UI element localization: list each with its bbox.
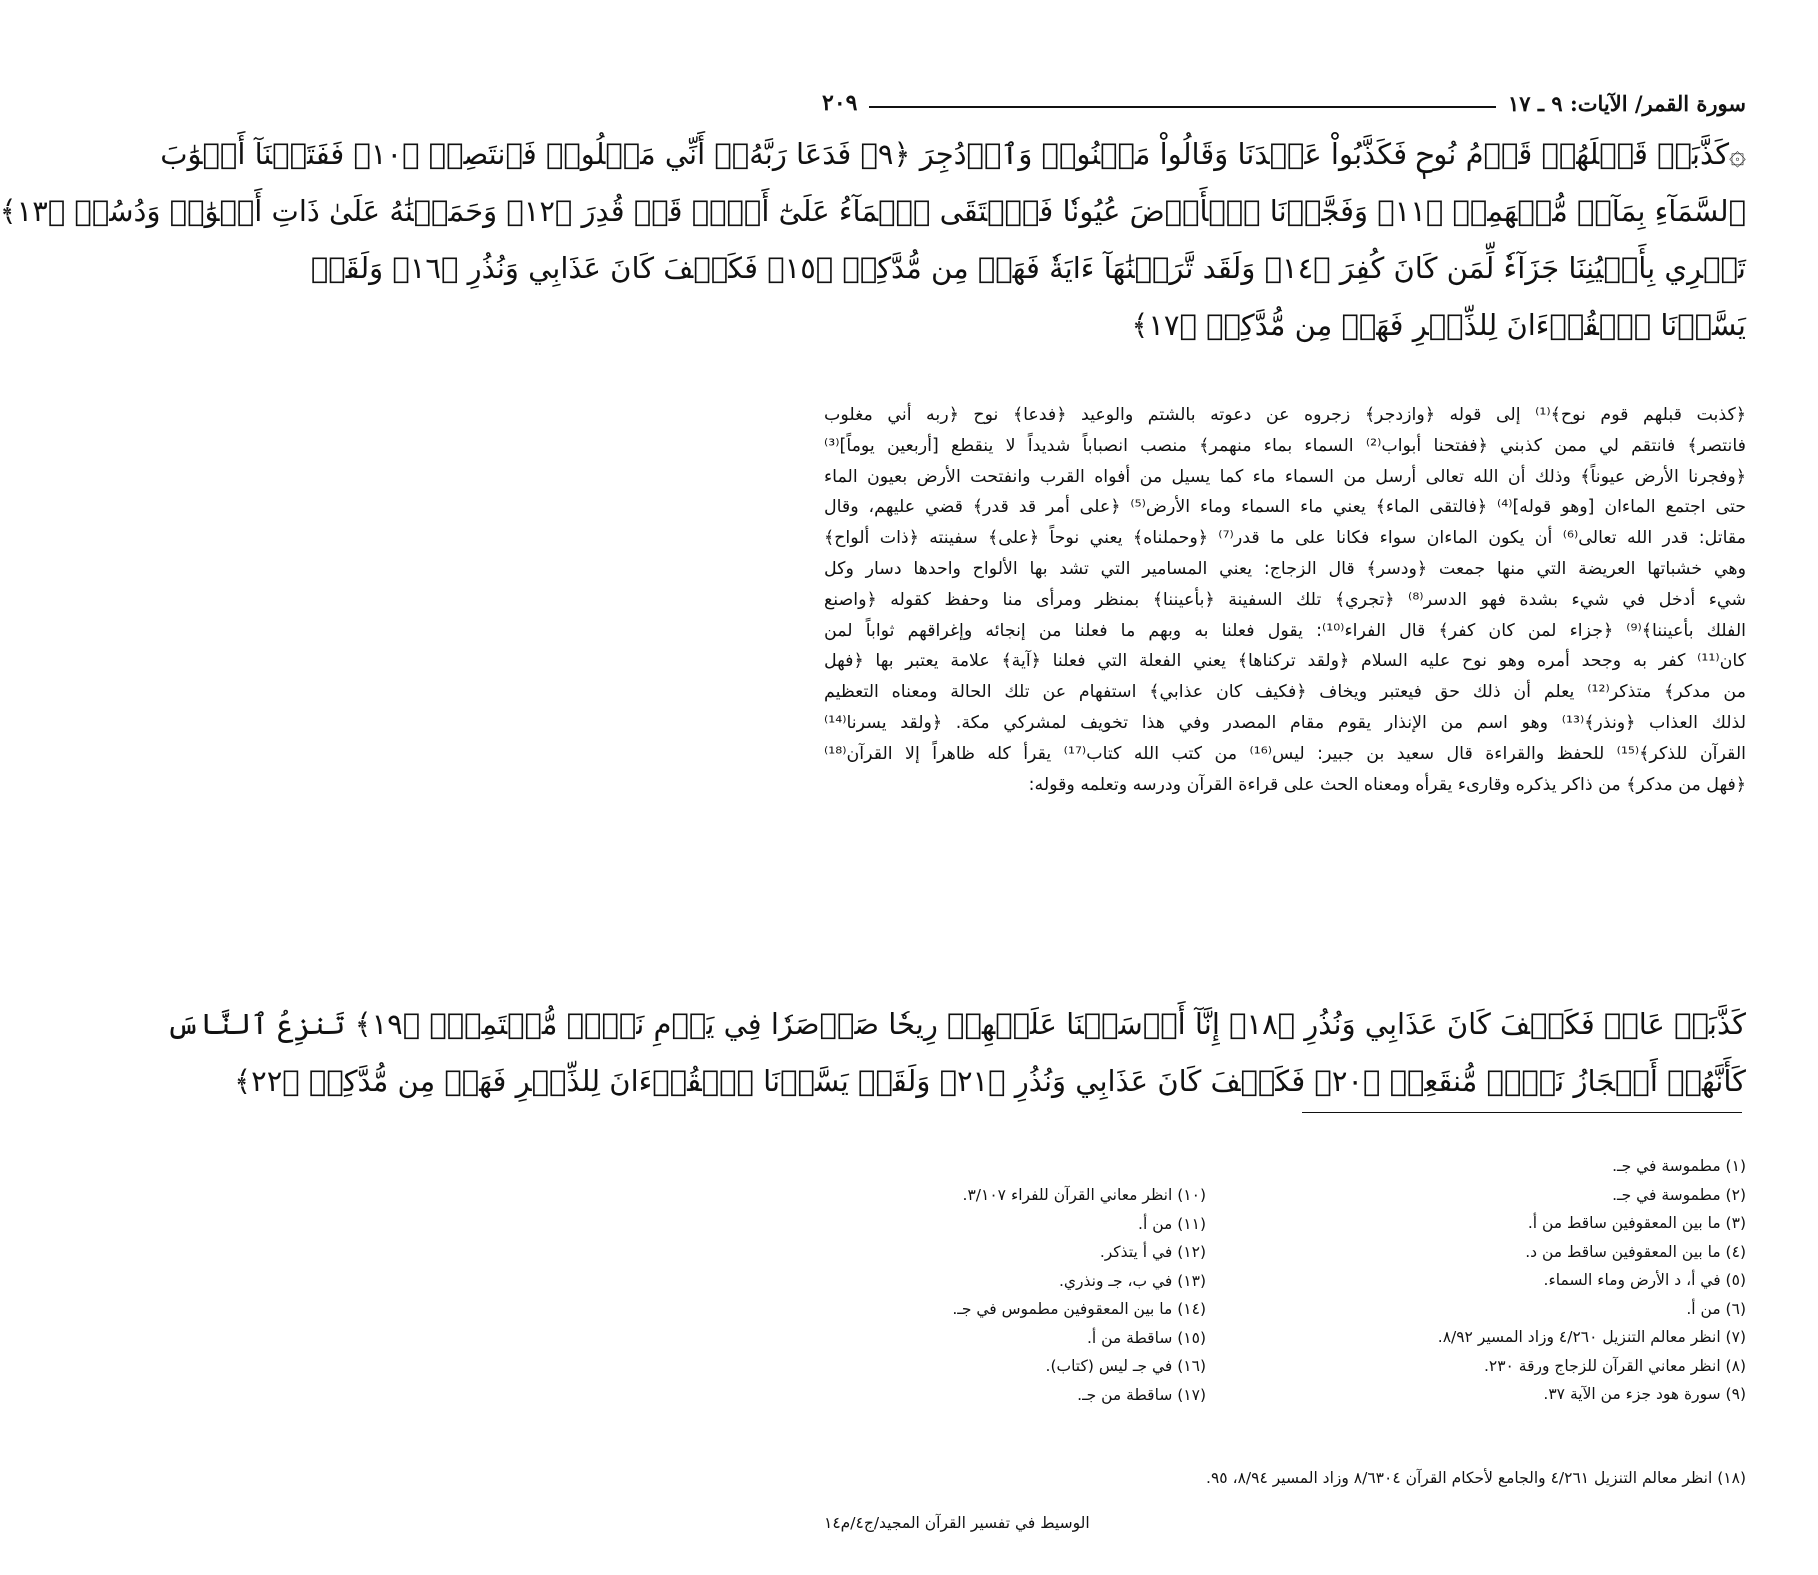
header-rule (869, 106, 1496, 108)
tafsir-line: فانتصر﴾ فانتقم لي ممن كذبني ﴿ففتحنا أبواب⁽²⁾ السماء بماء منهمر﴾ منصب انصباباً شديداً لا ينقطع [أربعين يوماً]⁽³⁾ (824, 435, 1746, 456)
footnote: (١٥) ساقطة من أ. (1086, 1328, 1206, 1347)
quran-line: كَذَّبَتۡ عَادٞ فَكَيۡفَ كَانَ عَذَابِي وَنُذُرِ ﴿١٨﴾ إِنَّآ أَرۡسَلۡنَا عَلَيۡهِمۡ رِيحٗا صَرۡصَرٗا فِي يَوۡمِ نَحۡسٖ مُّسۡتَمِرّٖ ﴿١٩﴾ تَنزِعُ ٱلنَّاسَ (166, 1007, 1746, 1041)
footnote: (٧) انظر معالم التنزيل ٤/٢٦٠ وزاد المسير ٨/٩٢. (1437, 1328, 1746, 1346)
page-number: ٢٠٩ (822, 90, 858, 116)
footnote: (١١) من أ. (1138, 1214, 1206, 1233)
tafsir-commentary (824, 400, 1746, 800)
footnote: (٩) سورة هود جزء من الآية ٣٧. (1543, 1385, 1746, 1403)
footnote: (٣) ما بين المعقوفين ساقط من أ. (1527, 1214, 1746, 1232)
tafsir-line: كان⁽¹¹⁾ كفر به وجحد أمره وهو نوح عليه السلام ﴿ولقد تركناها﴾ يعني الفعلة التي فعلنا ﴿آية﴾ علامة يعتبر بها ﴿فهل (824, 651, 1746, 672)
footnote: (٨) انظر معاني القرآن للزجاج ورقة ٢٣٠. (1483, 1356, 1746, 1375)
quran-line: ٱلسَّمَآءِ بِمَآءٖ مُّنۡهَمِرٖ ﴿١١﴾ وَفَجَّرۡنَا ٱلۡأَرۡضَ عُيُونٗا فَٱلۡتَقَى ٱلۡمَآءُ عَلَىٰٓ أَمۡرٖ قَدۡ قُدِرَ ﴿١٢﴾ وَحَمَلۡنَٰهُ عَلَىٰ ذَاتِ أَلۡوَٰحٖ وَدُسُرٖ ﴿١٣﴾ (0, 194, 1746, 228)
footnote-separator (1302, 1112, 1742, 1113)
footnote-18: (١٨) انظر معالم التنزيل ٤/٢٦١ والجامع لأحكام القرآن ٨/٦٣٠٤ وزاد المسير ٨/٩٤، ٩٥. (1206, 1469, 1746, 1487)
footnote: (٤) ما بين المعقوفين ساقط من د. (1525, 1242, 1746, 1261)
footnote: (١٤) ما بين المعقوفين مطموس في جـ. (952, 1300, 1206, 1318)
footnote: (١٧) ساقطة من جـ. (1077, 1385, 1206, 1404)
footnote: (١٢) في أ يتذكر. (1099, 1243, 1206, 1261)
tafsir-line: ﴿كذبت قبلهم قوم نوح﴾⁽¹⁾ إلى قوله ﴿وازدجر﴾ زجروه عن دعوته بالشتم والوعيد ﴿فدعا﴾ نوح ﴿ربه أني مغلوب (824, 405, 1746, 425)
footnotes-left-column (806, 1181, 1206, 1409)
tafsir-line: لذلك العذاب ﴿ونذر﴾⁽¹³⁾ وهو اسم من الإنذار يقوم مقام المصدر وفي هذا تخويف لمشركي مكة. ﴿ولقد يسرنا⁽¹⁴⁾ (824, 712, 1746, 733)
tafsir-line: الفلك بأعيننا﴾⁽⁹⁾ ﴿جزاء لمن كان كفر﴾ قال الفراء⁽¹⁰⁾: يقول فعلنا به وبهم ما فعلنا من إنجائه وإغراقهم ثواباً لمن (824, 620, 1746, 641)
footnote: (٥) في أ، د الأرض وماء السماء. (1543, 1271, 1746, 1289)
footnote: (١٣) في ب، جـ ونذري. (1059, 1271, 1206, 1290)
surah-title: سورة القمر/ الآيات: ٩ ـ ١٧ (1508, 91, 1746, 116)
quran-line: كَأَنَّهُمۡ أَعۡجَازُ نَخۡلٖ مُّنقَعِرٖ ﴿٢٠﴾ فَكَيۡفَ كَانَ عَذَابِي وَنُذُرِ ﴿٢١﴾ وَلَقَدۡ يَسَّرۡنَا ٱلۡقُرۡءَانَ لِلذِّكۡرِ فَهَلۡ مِن مُّدَّكِرٖ ﴿٢٢﴾ (234, 1064, 1746, 1098)
footnote: (١٠) انظر معاني القرآن للفراء ٣/١٠٧. (962, 1186, 1206, 1204)
quran-verses-bottom (166, 996, 1746, 1110)
footnote: (١) مطموسة في جـ. (1612, 1157, 1746, 1175)
quran-line: يَسَّرۡنَا ٱلۡقُرۡءَانَ لِلذِّكۡرِ فَهَلۡ مِن مُّدَّكِرٖ ﴿١٧﴾ (1131, 308, 1746, 342)
quran-line: تَجۡرِي بِأَعۡيُنِنَا جَزَآءٗ لِّمَن كَانَ كُفِرَ ﴿١٤﴾ وَلَقَد تَّرَكۡنَٰهَآ ءَايَةٗ فَهَلۡ مِن مُّدَّكِرٖ ﴿١٥﴾ فَكَيۡفَ كَانَ عَذَابِي وَنُذُرِ ﴿١٦﴾ وَلَقَدۡ (310, 251, 1746, 285)
quran-line: ۞كَذَّبَتۡ قَبۡلَهُمۡ قَوۡمُ نُوحٖ فَكَذَّبُواْ عَبۡدَنَا وَقَالُواْ مَجۡنُونٞ وَٱزۡدُجِرَ ﴿٩﴾ فَدَعَا رَبَّهُۥٓ أَنِّي مَغۡلُوبٞ فَٱنتَصِرۡ ﴿١٠﴾ فَفَتَحۡنَآ أَبۡوَٰبَ (160, 137, 1746, 171)
tafsir-line: ﴿فهل من مدكر﴾ من ذاكر يذكره وقارىء يقرأه ومعناه الحث على قراءة القرآن ودرسه وتعلمه وقوله: (1028, 774, 1746, 795)
footnote: (٢) مطموسة في جـ. (1612, 1185, 1746, 1204)
quran-verses-top (0, 126, 1746, 354)
footnote: (١٦) في جـ ليس (كتاب). (1045, 1357, 1206, 1375)
tafsir-line: ﴿وفجرنا الأرض عيوناً﴾ وذلك أن الله تعالى أرسل من السماء ماء كما يسيل من أفواه القرب وانفتحت الأرض بعيون الماء (824, 466, 1746, 487)
tafsir-line: القرآن للذكر﴾⁽¹⁵⁾ للحفظ والقراءة قال سعيد بن جبير: ليس⁽¹⁶⁾ من كتب الله كتاب⁽¹⁷⁾ يقرأ كله ظاهراً إلا القرآن⁽¹⁸⁾ (824, 743, 1746, 764)
tafsir-line: شيء أدخل في شيء بشدة فهو الدسر⁽⁸⁾ ﴿تجري﴾ تلك السفينة ﴿بأعيننا﴾ بمنظر ومرأى منا وحفظ كقوله ﴿واصنع (824, 589, 1746, 610)
footnotes-right-column (1306, 1152, 1746, 1409)
tafsir-line: حتى اجتمع الماءان [وهو قوله]⁽⁴⁾ ﴿فالتقى الماء﴾ يعني ماء السماء وماء الأرض⁽⁵⁾ ﴿على أمر قد قدر﴾ قضي عليهم، وقال (824, 497, 1746, 518)
tafsir-line: وهي خشباتها العريضة التي منها جمعت ﴿ودسر﴾ قال الزجاج: يعني المسامير التي تشد بها الألواح واحدها دسار وكل (824, 558, 1746, 579)
book-footer: الوسيط في تفسير القرآن المجيد/ج٤/م١٤ (824, 1514, 1090, 1532)
footnote: (٦) من أ. (1686, 1299, 1746, 1318)
tafsir-line: مقاتل: قدر الله تعالى⁽⁶⁾ أن يكون الماءان سواء فكانا على ما قدر⁽⁷⁾ ﴿وحملناه﴾ يعني نوحاً ﴿على﴾ سفينته ﴿ذات ألواح﴾ (824, 528, 1746, 549)
tafsir-line: من مدكر﴾ متذكر⁽¹²⁾ يعلم أن ذلك حق فيعتبر ويخاف ﴿فكيف كان عذابي﴾ استفهام عن تلك الحالة ومعناه التعظيم (824, 682, 1746, 703)
page-header (822, 84, 1746, 116)
